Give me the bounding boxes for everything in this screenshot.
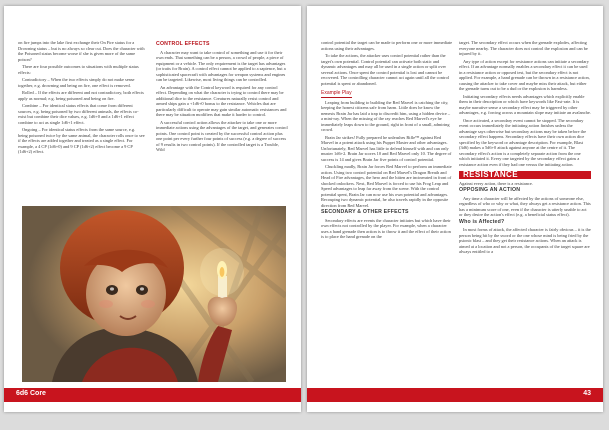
right-column-1 [321, 40, 453, 242]
example-play-heading: Example Play [321, 90, 352, 96]
page-number: 43 [583, 390, 591, 397]
paragraph: A character may want to take control of something and use it for their own ends. That something can be a person, a crowd of people, a piece of equipment or a vehicle. The only requirement is the target has advantages (or traits for Brain). A control effect cannot be applied to a sapience, but a sophisticated spacecraft with advantages for weapon systems and engines can be targeted. Likewise, most living things can be controlled. [156, 49, 286, 82]
paragraph: Contradictory – When the two effects simply do not make sense together, e.g. drowning and being on fire, one effect is removed. [18, 77, 135, 88]
example-paragraph: Brain Jar strikes! Fully prepared he unleashes Rifle™ against Red Marvel in a potent attack using his Puppet Master and other advantages. Unfortunately, Red Marvel has little to defend himself with and can only muster 1d6+2. Brain Jar scores 10 and Red Marvel only 10. The degree of success is 14 and gives Brain Jar five points of control potential. [321, 134, 452, 162]
section-heading: SECONDARY & OTHER EFFECTS [321, 209, 409, 215]
paragraph: To take the actions, the attacker uses control potential rather than the target's own potential. Control potential can activate both static and dynamic advantages and may all be used in a single action or split over several actions. Once spent the control potential is lost and cannot be recovered. The controlling character cannot act again until all the control potential is spent or abandoned. [321, 53, 450, 86]
paragraph: A successful control action allows the attacker to take one or more immediate actions using the advantages of the target, and generates control points. One control point is created by the successful control action plus one point per every further four points of success (e.g. a degree of success of 9 results in two control points). If the controlled target is a Trouble, Wild [156, 119, 288, 152]
paragraph: Once activated, a secondary event cannot be stopped. The secondary event occurs immediately the initiating action finishes unless the advantage says otherwise but secondary actions may be taken before the secondary effect happens. Secondary effects have their own action dice specified by the keyword or advantage description. For example, Blast (3d6) makes a 5d6+0 attack against anyone at the centre of it. The secondary effect's action is a completely separate action from the one which initiated it. Every one targeted by the secondary effect gains a resistance action even if they had one versus the initiating action. [459, 117, 587, 167]
paragraph: Initiating secondary effects needs advantages which explicitly enable them in their description or which have keywords like Fast-rate. It is maybe narrative sense a secondary effect may be triggered by other advantages, e.g. forcing across a mountain slope may initiate an avalanche. [459, 93, 591, 115]
right-page [307, 6, 603, 412]
paragraph: Rolled – If the effects are different and not contradictory, both effects apply as normal; e.g. being poisoned and being on fire. [18, 90, 144, 101]
paragraph: Any time a character will be affected by the actions of someone else, regardless of who or why or what, they always get a resistance action. This has a minimum score of one, even if the character is utterly unable to act or they desire the action's effect (e.g. a beneficial status effect). [459, 195, 591, 217]
example-paragraph: Leaping from building to building the Red Marvel is catching the city, keeping the honest citizens safe from harm. Little does he know the nemesis Brain Jar has laid a trap to discredit him, using a hidden device – a mini-ray. When the missing of the ray reaches Red Marvel's eye he immediately leaps down to the ground, right in front of a small, admiring crowd. [321, 99, 451, 132]
left-footer-bar [4, 388, 301, 402]
subsection-heading: Who is Affected? [459, 218, 505, 225]
right-column-2 [459, 40, 591, 257]
section-heading: OPPOSING AN ACTION [459, 187, 521, 193]
illustration-child-with-candle [22, 206, 286, 382]
book-title: 6d6 Core [16, 390, 46, 397]
right-footer-bar [307, 388, 603, 402]
section-heading: CONTROL EFFECTS [156, 41, 210, 47]
paragraph: An advantage with the Control keyword is required for any control effect. Depending on what the character is trying to control there may be additional dice to the resistance. Creatures naturally resist control and armed ships gain a +1d6+0 bonus to the resistance. Vehicles that are particularly difficult to operate may gain similar automatic resistances and there may be situation modifiers that make it harder to control. [156, 84, 287, 117]
paragraph: on fire jumps into the lake first exchange their On Fire status for a Drowning status – but is no always so clear cut. Does the character with the Poisoned status become worse if she is given more of the same poison? [18, 40, 145, 62]
left-page [4, 6, 301, 412]
paragraph: Any type of action except for resistance actions can initiate a secondary effect. If an advantage normally enables a secondary effect it can be used in a resistance action or opposed test, but the secondary effect is not applied. For example, a hand grenade can be thrown in a resistance action, causing the attacker to take cover and maybe miss their attack, but either the grenade turns out to be a dud or the explosion is harmless. [459, 58, 590, 91]
paragraph: In most forms of attack, the affected character is fairly obvious – it is the person being hit by the sword or the one whose mind is being fried by the psionic blast – and they get their resistance actions. When an attack is aimed at a location and not a person, the occupants of the target square are always entitled to a [459, 227, 591, 254]
example-paragraph: Chuckling madly, Brain Jar forces Red Marvel to perform an immediate action. Using two control potential on Red Marvel's Dragon Breath and Head of Fire advantages, the hero and the hitten are incinerated in front of shocked onlookers. Next, Red Marvel is forced to use his Frog Leap and Speed advantages to leap far away from the scene. With the control potential spent, Brain Jar can now use his own potential and advantages. Recouping two dynamic potential, he also travels rapidly in the opposite direction from Red Marvel. [321, 164, 452, 208]
resistance-section-bar: RESISTANCE [459, 171, 591, 179]
paragraph: target. The secondary effect occurs when the grenade explodes, affecting everyone nearby. The character does not control the explosion and can be injured by it. [459, 40, 588, 56]
paragraph: control potential the target can be made to perform one or more immediate actions using their advantages. [321, 40, 453, 51]
paragraph: Secondary effects are events the character initiates but which have their own effects not controlled by the player. For example, when a character uses a hand grenade then action is to throw it and the effect of their action is to place the hand grenade on the [321, 217, 451, 239]
paragraph: There are four possible outcomes to situations with multiple status effects: [18, 64, 139, 75]
paragraph: Against every action, there is a resistance. [459, 180, 533, 186]
illustration-image [22, 206, 286, 382]
left-column-1 [18, 40, 146, 157]
paragraph: Combine – For identical status effects that come from different sources, e.g. being poisoned by two different animals, the effects co-exist but combine their dice values, e.g. 1d6+0 and a 1d6+1 effect combine to act as single 1d6+1 effect. [18, 103, 139, 125]
left-column-2 [156, 40, 288, 155]
paragraph: Ongoing – For identical status effects from the same source, e.g. being poisoned twice by the same animal, the character rolls once to see if the effects are added together and treated as a single effect. For example, a 4 CP (1d6+0) and 9 CP (1d6+2) effect become a 9 CP (1d6+2) effect. [18, 127, 145, 154]
